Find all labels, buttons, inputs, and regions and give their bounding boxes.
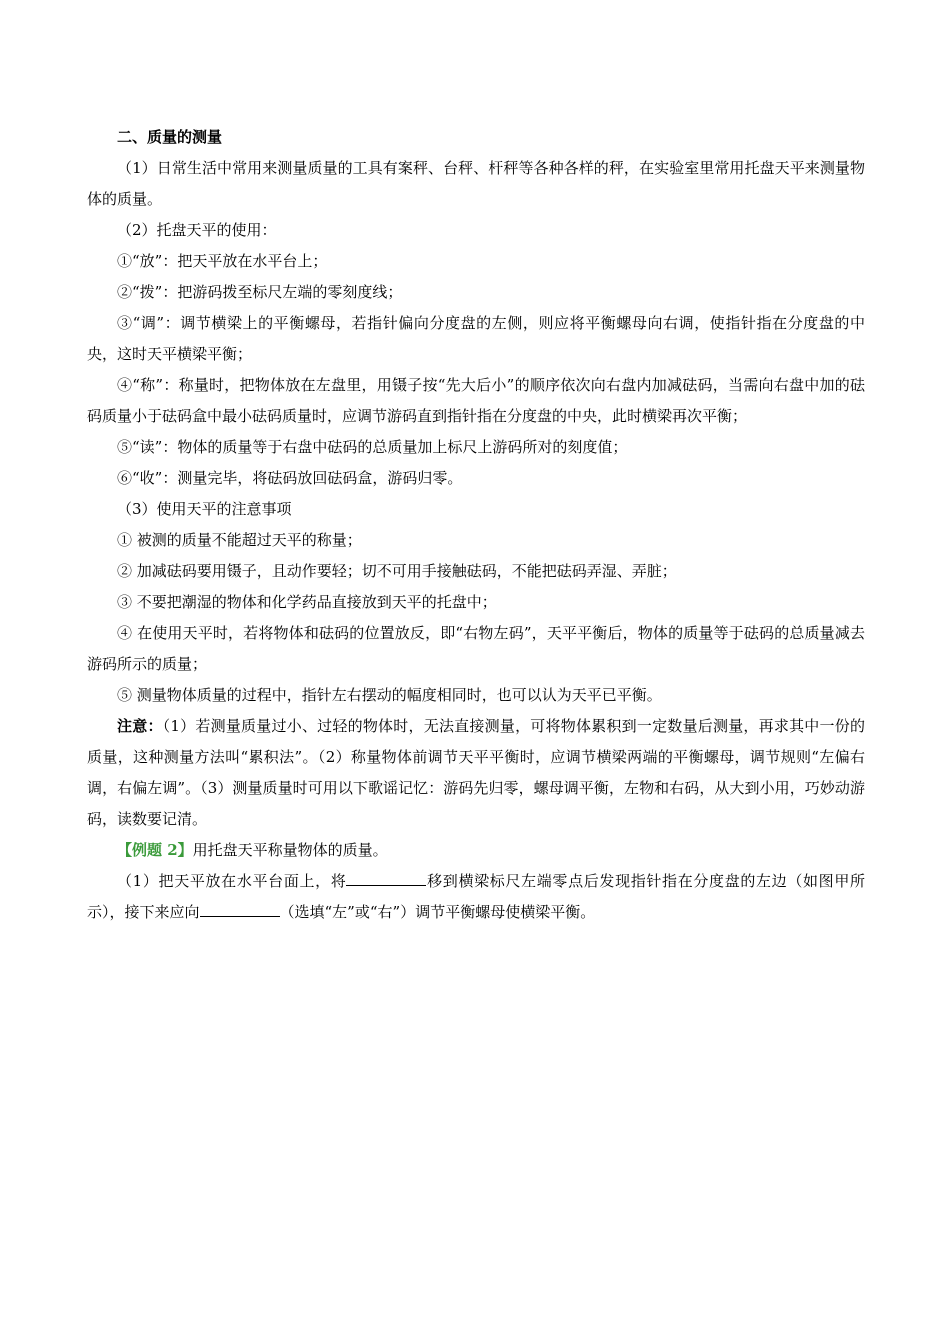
caution-item: ④ 在使用天平时，若将物体和砝码的位置放反，即“右物左码”，天平平衡后，物体的质量等于砝码的总质量减去游码所示的质量； xyxy=(87,624,865,673)
example-heading xyxy=(87,835,865,866)
balance-usage-title: （2）托盘天平的使用： xyxy=(117,221,277,239)
note-label: 注意： xyxy=(117,717,163,735)
document-page xyxy=(87,122,865,928)
step-put-away: ⑥“收”：测量完毕，将砝码放回砝码盒，游码归零。 xyxy=(117,469,463,487)
note-text: （1）若测量质量过小、过轻的物体时，无法直接测量，可将物体累积到一定数量后测量，再求其中一份的质量，这种测量方法叫“累积法”。（2）称量物体前调节天平平衡时，应调节横梁两端的平衡螺母，调节规则“左偏右调，右偏左调”。（3）测量质量时可用以下歌谣记忆：游码先归零，螺母调平衡，左物和右码，从大到小用，巧妙动游码，读数要记清。 xyxy=(87,717,865,828)
step-move-rider: ②“拨”：把游码拨至标尺左端的零刻度线； xyxy=(117,283,403,301)
note-paragraph xyxy=(87,711,865,835)
paragraph-measuring-tools: （1）日常生活中常用来测量质量的工具有案秤、台秤、杆秤等各种各样的秤，在实验室里常用托盘天平来测量物体的质量。 xyxy=(87,159,865,208)
caution-item: ⑤ 测量物体质量的过程中，指针左右摆动的幅度相同时，也可以认为天平已平衡。 xyxy=(117,686,662,704)
step-weigh: ④“称”：称量时，把物体放在左盘里，用镊子按“先大后小”的顺序依次向右盘内加减砝码，当需向右盘中加的砝码质量小于砝码盒中最小砝码质量时，应调节游码直到指针指在分度盘的中央，此时横梁再次平衡； xyxy=(87,376,865,425)
example-text: 用托盘天平称量物体的质量。 xyxy=(192,841,388,859)
section-title: 二、质量的测量 xyxy=(117,128,223,146)
cautions-title: （3）使用天平的注意事项 xyxy=(117,500,292,518)
caution-item: ③ 不要把潮湿的物体和化学药品直接放到天平的托盘中； xyxy=(117,593,497,611)
step-place: ①“放”：把天平放在水平台上； xyxy=(117,252,328,270)
caution-item: ① 被测的质量不能超过天平的称量； xyxy=(117,531,362,549)
answer-blank-1[interactable] xyxy=(346,871,426,886)
question-1-part-2: 移到横梁标尺左端零点后发现指针指在分度盘的左边（如图甲所示），接下来应向 xyxy=(87,872,865,921)
answer-blank-2[interactable] xyxy=(200,902,280,917)
question-1-part-1: （1）把天平放在水平台面上，将 xyxy=(117,872,347,890)
caution-item: ② 加减砝码要用镊子，且动作要轻；切不可用手接触砝码，不能把砝码弄湿、弄脏； xyxy=(117,562,677,580)
example-label: 【例题 2】 xyxy=(117,841,193,859)
step-adjust: ③“调”：调节横梁上的平衡螺母，若指针偏向分度盘的左侧，则应将平衡螺母向右调，使指针指在分度盘的中央，这时天平横梁平衡； xyxy=(87,314,865,363)
question-1-part-3: （选填“左”或“右”）调节平衡螺母使横梁平衡。 xyxy=(279,903,596,921)
question-1 xyxy=(87,866,865,928)
step-read: ⑤“读”：物体的质量等于右盘中砝码的总质量加上标尺上游码所对的刻度值； xyxy=(117,438,628,456)
